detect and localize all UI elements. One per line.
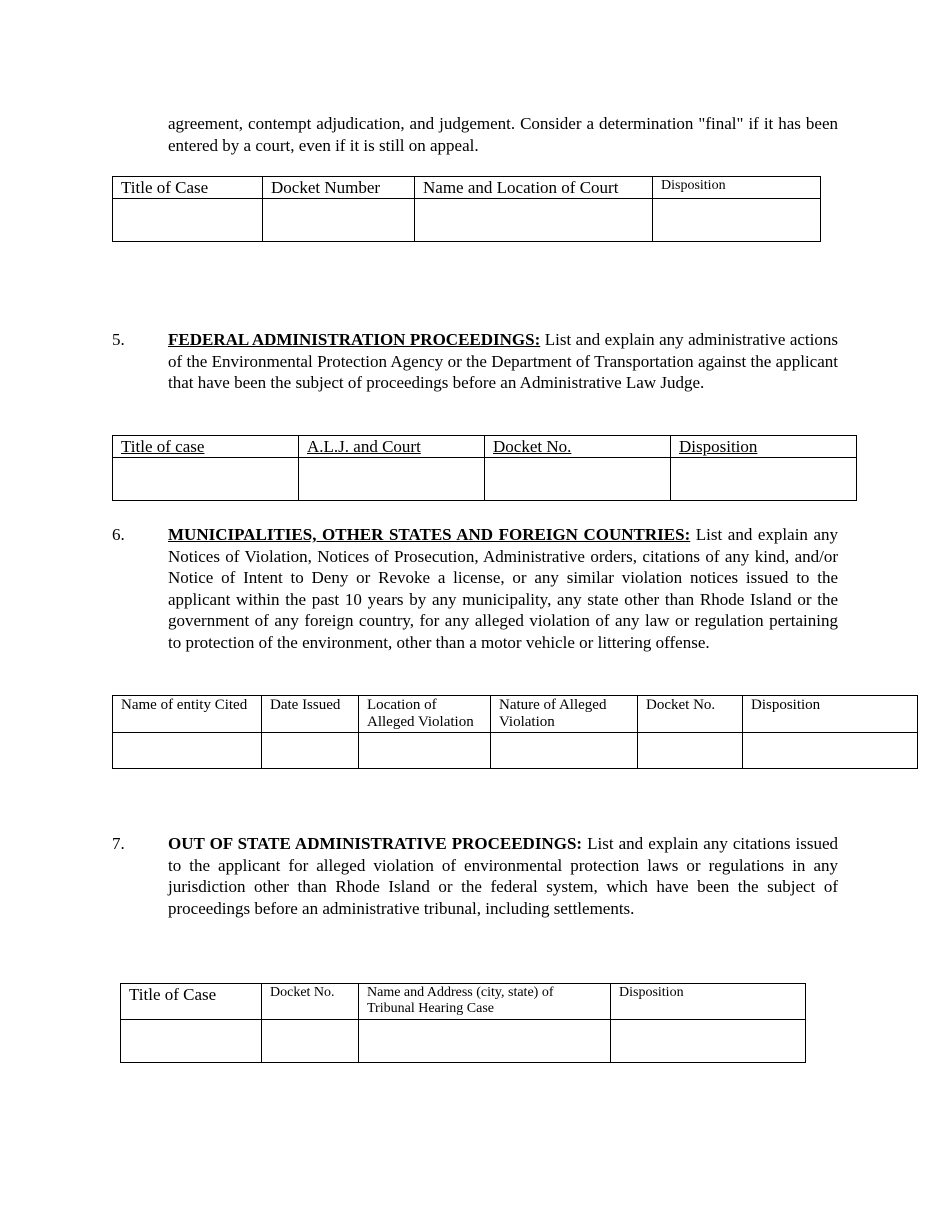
federal-proceedings-table (112, 435, 857, 501)
table-header: Disposition (743, 696, 918, 733)
table-header: Disposition (671, 436, 857, 458)
section-number: 5. (112, 330, 125, 349)
table-header-row (113, 177, 821, 199)
table-cell[interactable] (485, 458, 671, 501)
table-header: Docket No. (485, 436, 671, 458)
table-cell[interactable] (743, 732, 918, 768)
table-cell[interactable] (113, 458, 299, 501)
section-7-paragraph (168, 833, 838, 919)
out-of-state-table (120, 983, 806, 1063)
table-header: Name and Location of Court (415, 177, 653, 199)
table-cell[interactable] (359, 1020, 611, 1063)
table-cell[interactable] (638, 732, 743, 768)
section-number: 6. (112, 525, 125, 544)
table-cell[interactable] (611, 1020, 806, 1063)
table-header: Title of case (113, 436, 299, 458)
other-jurisdictions-table (112, 695, 918, 769)
table-row (113, 199, 821, 242)
table-header: Docket No. (638, 696, 743, 733)
section-heading: MUNICIPALITIES, OTHER STATES AND FOREIGN COUNTRIES: (168, 525, 691, 544)
table-cell[interactable] (263, 199, 415, 242)
table-header: Title of Case (121, 984, 262, 1020)
section-body: List and explain any citations issued to the applicant for alleged violation of environmental protection laws or regulations in any jurisdiction other than Rhode Island or the federal system, which have been the subject of proceedings before an administrative tribunal, including settlements. (168, 834, 838, 918)
table-header: Title of Case (113, 177, 263, 199)
section-body: List and explain any Notices of Violation, Notices of Prosecution, Administrative orders, citations of any kind, and/or Notice of Intent to Deny or Revoke a license, or any similar violation notices issued to the applicant within the past 10 years by any municipality, any state other than Rhode Island or the government of any foreign country, for any alleged violation of any law or regulation pertaining to protection of the environment, other than a motor vehicle or littering offense. (168, 525, 839, 652)
court-cases-table (112, 176, 821, 242)
section-body: List and explain any administrative actions of the Environmental Protection Agency or the Department of Transportation against the applicant that have been the subject of proceedings before an Administrative Law Judge. (168, 330, 838, 392)
section-5-paragraph (168, 329, 838, 394)
table-cell[interactable] (415, 199, 653, 242)
table-header-row (121, 984, 806, 1020)
section-number: 7. (112, 834, 125, 853)
table-cell[interactable] (671, 458, 857, 501)
table-row (113, 732, 918, 768)
intro-paragraph (168, 113, 838, 156)
table-header-row (113, 696, 918, 733)
table-header: A.L.J. and Court (299, 436, 485, 458)
table-row (113, 458, 857, 501)
table-header: Name and Address (city, state) of Tribunal Hearing Case (359, 984, 611, 1020)
table-cell[interactable] (113, 732, 262, 768)
table-header: Name of entity Cited (113, 696, 262, 733)
table-cell[interactable] (121, 1020, 262, 1063)
table-header: Location of Alleged Violation (359, 696, 491, 733)
table-header: Date Issued (262, 696, 359, 733)
section-heading: OUT OF STATE ADMINISTRATIVE PROCEEDINGS: (168, 834, 583, 853)
table-cell[interactable] (359, 732, 491, 768)
table-header: Disposition (653, 177, 821, 199)
table-cell[interactable] (262, 1020, 359, 1063)
table-header: Docket No. (262, 984, 359, 1020)
table-cell[interactable] (299, 458, 485, 501)
table-header: Docket Number (263, 177, 415, 199)
intro-text: agreement, contempt adjudication, and judgement. Consider a determination "final" if it has been entered by a court, even if it is still on appeal. (168, 114, 838, 155)
table-header-row (113, 436, 857, 458)
table-row (121, 1020, 806, 1063)
table-cell[interactable] (653, 199, 821, 242)
table-cell[interactable] (113, 199, 263, 242)
table-header: Nature of Alleged Violation (491, 696, 638, 733)
table-cell[interactable] (262, 732, 359, 768)
section-heading: FEDERAL ADMINISTRATION PROCEEDINGS: (168, 330, 541, 349)
table-header: Disposition (611, 984, 806, 1020)
table-cell[interactable] (491, 732, 638, 768)
section-6-paragraph (168, 524, 838, 653)
